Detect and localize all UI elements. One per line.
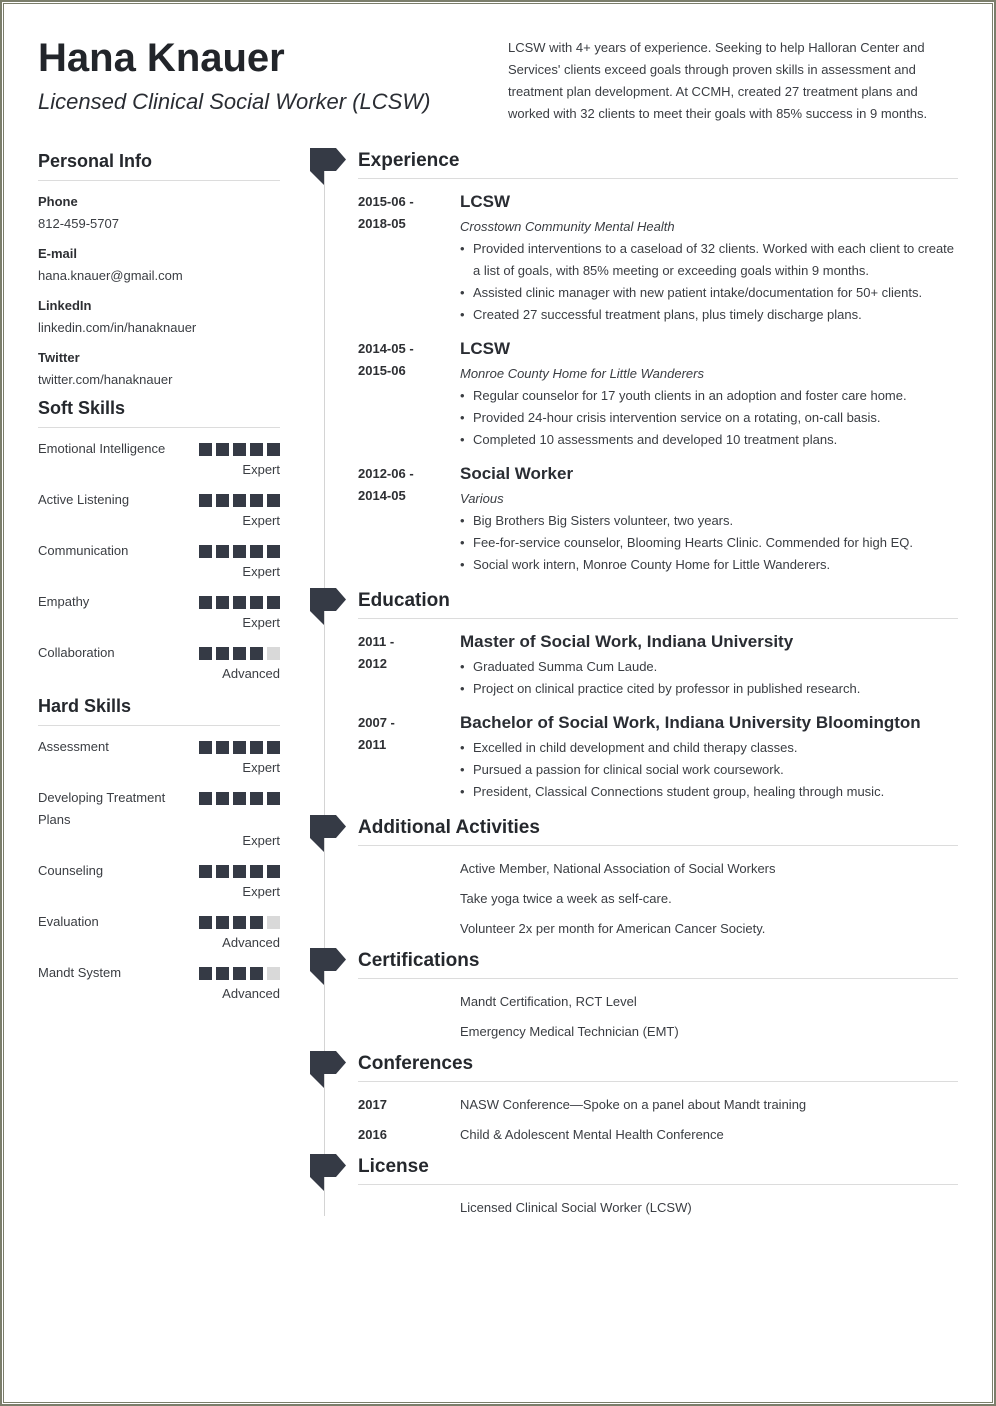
skill-rating-bar	[199, 596, 280, 609]
date-start: 2007 -	[358, 715, 395, 730]
phone-value: 812-459-5707	[38, 216, 119, 231]
skill-level: Expert	[242, 564, 280, 579]
date-end: 2011	[358, 737, 387, 752]
rating-filled-square-icon	[250, 443, 263, 456]
skill-name: Active Listening	[38, 492, 130, 507]
skill-rating-bar	[199, 545, 280, 558]
skill-item	[38, 962, 280, 1004]
entry-date	[358, 631, 460, 700]
rating-filled-square-icon	[233, 494, 246, 507]
rating-filled-square-icon	[250, 967, 263, 980]
experience-section	[358, 148, 958, 576]
info-label: Phone	[38, 194, 78, 209]
bullet-list	[460, 737, 958, 803]
rating-filled-square-icon	[250, 647, 263, 660]
date-end: 2014-05	[358, 488, 406, 503]
entry-organization: Various	[460, 491, 504, 506]
skill-name: Counseling	[38, 863, 104, 878]
skill-name: Communication	[38, 543, 129, 558]
rating-filled-square-icon	[199, 545, 212, 558]
date-end: 2015-06	[358, 363, 406, 378]
linkedin-link[interactable]: linkedin.com/in/hanaknauer	[38, 320, 197, 335]
skill-name: Emotional Intelligence	[38, 441, 166, 456]
rating-filled-square-icon	[267, 792, 280, 805]
certifications-section	[358, 948, 958, 1043]
rating-filled-square-icon	[267, 741, 280, 754]
skill-rating-bar	[199, 916, 280, 929]
rating-filled-square-icon	[233, 647, 246, 660]
rating-filled-square-icon	[267, 865, 280, 878]
skill-level: Expert	[242, 760, 280, 775]
skill-item	[38, 787, 280, 851]
entry-date	[358, 463, 460, 576]
rating-filled-square-icon	[199, 792, 212, 805]
entry-body	[460, 712, 958, 803]
section-heading: Soft Skills	[38, 395, 280, 428]
skill-item	[38, 736, 280, 778]
skill-name: Evaluation	[38, 914, 99, 929]
rating-filled-square-icon	[199, 596, 212, 609]
rating-filled-square-icon	[216, 647, 229, 660]
hard-skills-list	[38, 736, 280, 1004]
conference-year: 2017	[358, 1097, 387, 1112]
skill-level: Advanced	[222, 935, 280, 950]
additional-activities-section	[358, 815, 958, 940]
info-label: Twitter	[38, 350, 80, 365]
bullet-item: • Completed 10 assessments and developed 10 treatment plans.	[460, 429, 958, 451]
rating-filled-square-icon	[267, 443, 280, 456]
rating-filled-square-icon	[199, 967, 212, 980]
skill-rating-bar	[199, 865, 280, 878]
rating-filled-square-icon	[233, 443, 246, 456]
section-flag-icon	[310, 948, 346, 985]
bullet-item: • Fee-for-service counselor, Blooming Hearts Clinic. Commended for high EQ.	[460, 532, 958, 554]
section-heading: Certifications	[358, 948, 958, 979]
date-end: 2012	[358, 656, 387, 671]
rating-filled-square-icon	[233, 916, 246, 929]
info-label: E-mail	[38, 246, 78, 261]
rating-filled-square-icon	[250, 916, 263, 929]
bullet-item: • Provided interventions to a caseload of 32 clients. Worked with each client to create a list of goals, with 85% meeting or exceeding goals within 9 months.	[460, 238, 958, 282]
skill-level: Advanced	[222, 666, 280, 681]
rating-filled-square-icon	[233, 545, 246, 558]
bullet-item: • Assisted clinic manager with new patient intake/documentation for 50+ clients.	[460, 282, 958, 304]
entry-title: Social Worker	[460, 464, 574, 483]
skill-rating-bar	[199, 647, 280, 660]
bullet-item: • President, Classical Connections student group, healing through music.	[460, 781, 958, 803]
bullet-item: • Pursued a passion for clinical social work coursework.	[460, 759, 958, 781]
section-flag-icon	[310, 815, 346, 852]
entry-date	[358, 712, 460, 803]
bullet-list	[460, 238, 958, 326]
entry-title: LCSW	[460, 192, 511, 211]
bullet-item: • Big Brothers Big Sisters volunteer, two years.	[460, 510, 958, 532]
right-column	[358, 148, 958, 1227]
rating-empty-square-icon	[267, 916, 280, 929]
rating-filled-square-icon	[233, 741, 246, 754]
entry-title: LCSW	[460, 339, 511, 358]
soft-skills-list	[38, 438, 280, 684]
section-flag-icon	[310, 148, 346, 185]
job-entry	[358, 463, 958, 576]
entry-body	[460, 463, 958, 576]
skill-rating-bar	[199, 967, 280, 980]
rating-filled-square-icon	[216, 916, 229, 929]
section-heading: Additional Activities	[358, 815, 958, 846]
license-item: Licensed Clinical Social Worker (LCSW)	[460, 1200, 692, 1215]
date-start: 2012-06 -	[358, 466, 414, 481]
candidate-name: Hana Knauer	[38, 36, 285, 80]
skill-item	[38, 540, 280, 582]
rating-filled-square-icon	[267, 545, 280, 558]
entry-body	[460, 631, 958, 700]
rating-filled-square-icon	[199, 916, 212, 929]
info-label: LinkedIn	[38, 298, 92, 313]
skill-item	[38, 438, 280, 480]
bullet-item: • Created 27 successful treatment plans, plus timely discharge plans.	[460, 304, 958, 326]
rating-filled-square-icon	[250, 741, 263, 754]
skill-rating-bar	[199, 741, 280, 754]
conference-text: Child & Adolescent Mental Health Conference	[460, 1127, 724, 1142]
rating-filled-square-icon	[199, 741, 212, 754]
activity-item: Active Member, National Association of Social Workers	[460, 861, 776, 876]
rating-filled-square-icon	[216, 865, 229, 878]
date-start: 2011 -	[358, 634, 395, 649]
email-value[interactable]: hana.knauer@gmail.com	[38, 268, 183, 283]
certification-item: Emergency Medical Technician (EMT)	[460, 1024, 679, 1039]
bullet-list	[460, 510, 958, 576]
info-item-linkedin	[38, 295, 280, 339]
entry-date	[358, 191, 460, 326]
entry-body	[460, 338, 958, 451]
bullet-item: • Graduated Summa Cum Laude.	[460, 656, 958, 678]
rating-filled-square-icon	[250, 792, 263, 805]
rating-filled-square-icon	[216, 792, 229, 805]
personal-info-section	[38, 148, 280, 391]
rating-filled-square-icon	[199, 647, 212, 660]
skill-level: Expert	[242, 513, 280, 528]
skill-name: Empathy	[38, 594, 90, 609]
rating-filled-square-icon	[216, 967, 229, 980]
activity-item: Volunteer 2x per month for American Cancer Society.	[460, 921, 766, 936]
rating-filled-square-icon	[199, 494, 212, 507]
skill-item	[38, 489, 280, 531]
education-list	[358, 631, 958, 803]
bullet-list	[460, 656, 958, 700]
bullet-list	[460, 385, 958, 451]
rating-filled-square-icon	[250, 545, 263, 558]
rating-filled-square-icon	[199, 865, 212, 878]
section-heading: Personal Info	[38, 148, 280, 181]
section-heading: Experience	[358, 148, 958, 179]
rating-empty-square-icon	[267, 647, 280, 660]
skill-name: Developing Treatment Plans	[38, 790, 166, 827]
skill-rating-bar	[199, 443, 280, 456]
rating-filled-square-icon	[233, 792, 246, 805]
info-item-phone	[38, 191, 280, 235]
bullet-item: • Provided 24-hour crisis intervention service on a rotating, on-call basis.	[460, 407, 958, 429]
section-heading: Hard Skills	[38, 693, 280, 726]
bullet-item: • Project on clinical practice cited by professor in published research.	[460, 678, 958, 700]
skill-level: Advanced	[222, 986, 280, 1001]
skill-item	[38, 591, 280, 633]
section-heading: License	[358, 1154, 958, 1185]
rating-filled-square-icon	[216, 443, 229, 456]
conferences-section	[358, 1051, 958, 1146]
section-flag-icon	[310, 1154, 346, 1191]
skill-item	[38, 860, 280, 902]
education-entry	[358, 631, 958, 700]
skill-item	[38, 642, 280, 684]
license-section	[358, 1154, 958, 1219]
skill-level: Expert	[242, 884, 280, 899]
candidate-title: Licensed Clinical Social Worker (LCSW)	[38, 89, 431, 114]
bullet-item: • Excelled in child development and child therapy classes.	[460, 737, 958, 759]
rating-filled-square-icon	[216, 494, 229, 507]
job-entry	[358, 191, 958, 326]
conference-item	[358, 1124, 958, 1146]
rating-filled-square-icon	[250, 865, 263, 878]
info-item-twitter	[38, 347, 280, 391]
entry-title: Bachelor of Social Work, Indiana University Bloomington	[460, 713, 921, 732]
bullet-item: • Social work intern, Monroe County Home for Little Wanderers.	[460, 554, 958, 576]
skill-name: Assessment	[38, 739, 109, 754]
skill-level: Expert	[242, 462, 280, 477]
conference-item	[358, 1094, 958, 1116]
rating-filled-square-icon	[233, 596, 246, 609]
entry-title: Master of Social Work, Indiana University	[460, 632, 794, 651]
section-flag-icon	[310, 1051, 346, 1088]
date-start: 2015-06 -	[358, 194, 414, 209]
certification-item: Mandt Certification, RCT Level	[460, 994, 637, 1009]
rating-filled-square-icon	[216, 741, 229, 754]
entry-date	[358, 338, 460, 451]
skill-rating-bar	[199, 792, 280, 805]
skill-level: Expert	[242, 615, 280, 630]
hard-skills-section	[38, 693, 280, 1004]
rating-filled-square-icon	[233, 967, 246, 980]
rating-filled-square-icon	[250, 596, 263, 609]
section-heading: Conferences	[358, 1051, 958, 1082]
profile-summary: LCSW with 4+ years of experience. Seeking to help Halloran Center and Services' clients exceed goals through proven skills in assessment and treatment plan development. At CCMH, created 27 treatment plans and worked with 32 clients to meet their goals with 85% success in 9 months.	[508, 40, 928, 121]
job-entry	[358, 338, 958, 451]
info-item-email	[38, 243, 280, 287]
entry-organization: Crosstown Community Mental Health	[460, 219, 675, 234]
twitter-link[interactable]: twitter.com/hanaknauer	[38, 372, 173, 387]
section-heading: Education	[358, 588, 958, 619]
activity-item: Take yoga twice a week as self-care.	[460, 891, 672, 906]
section-flag-icon	[310, 588, 346, 625]
date-end: 2018-05	[358, 216, 406, 231]
rating-filled-square-icon	[250, 494, 263, 507]
rating-filled-square-icon	[267, 596, 280, 609]
rating-filled-square-icon	[216, 545, 229, 558]
left-column	[38, 148, 280, 1013]
experience-list	[358, 191, 958, 576]
rating-empty-square-icon	[267, 967, 280, 980]
entry-organization: Monroe County Home for Little Wanderers	[460, 366, 704, 381]
bullet-item: • Regular counselor for 17 youth clients in an adoption and foster care home.	[460, 385, 958, 407]
skill-rating-bar	[199, 494, 280, 507]
skill-name: Collaboration	[38, 645, 115, 660]
skill-name: Mandt System	[38, 965, 122, 980]
skill-item	[38, 911, 280, 953]
rating-filled-square-icon	[199, 443, 212, 456]
rating-filled-square-icon	[216, 596, 229, 609]
soft-skills-section	[38, 395, 280, 684]
skill-level: Expert	[242, 833, 280, 848]
education-entry	[358, 712, 958, 803]
conference-text: NASW Conference—Spoke on a panel about Mandt training	[460, 1097, 807, 1112]
date-start: 2014-05 -	[358, 341, 414, 356]
rating-filled-square-icon	[267, 494, 280, 507]
education-section	[358, 588, 958, 803]
entry-body	[460, 191, 958, 326]
rating-filled-square-icon	[233, 865, 246, 878]
conference-year: 2016	[358, 1127, 387, 1142]
